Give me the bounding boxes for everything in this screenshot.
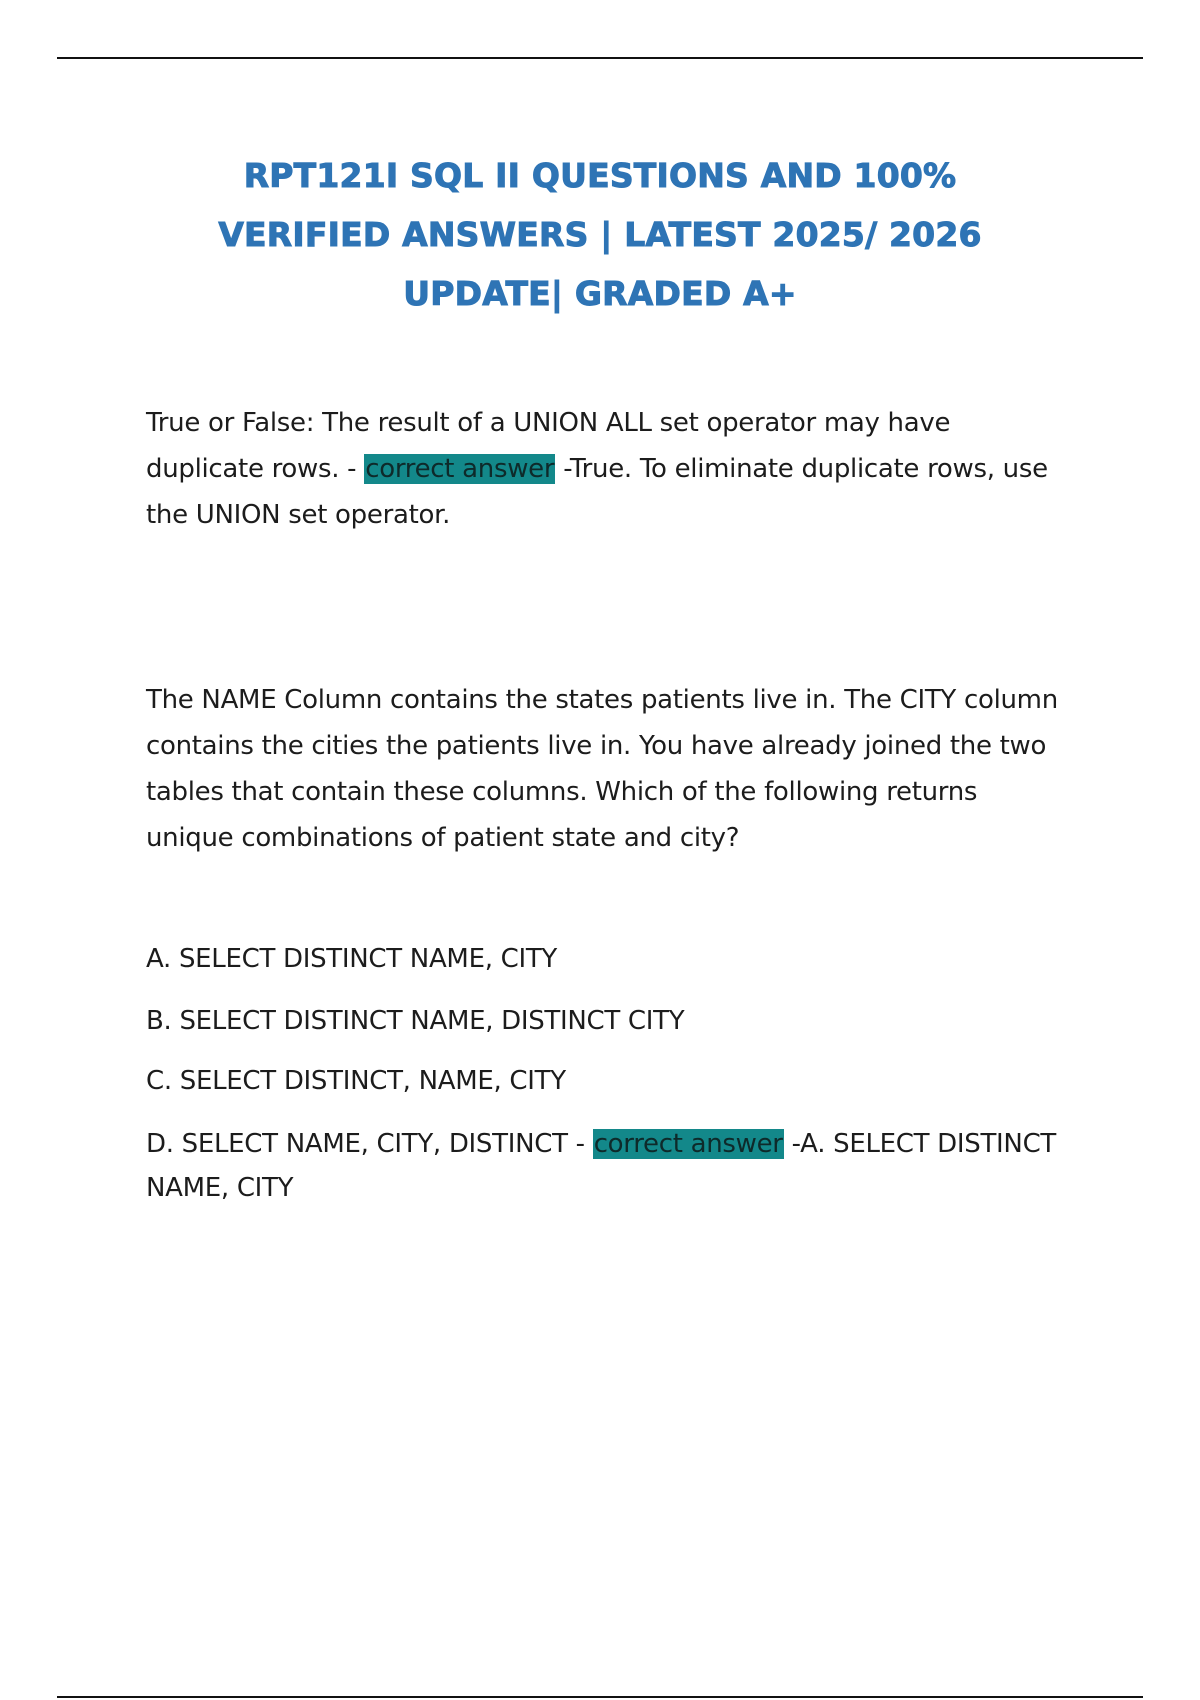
question-2-line-4: unique combinations of patient state and city?	[146, 823, 740, 853]
question-2-line-1: The NAME Column contains the states patients live in. The CITY column	[146, 685, 1058, 715]
question-1-line-3: the UNION set operator.	[146, 500, 451, 530]
title-line-2: VERIFIED ANSWERS | LATEST 2025/ 2026	[218, 215, 982, 254]
title-line-1: RPT121I SQL II QUESTIONS AND 100%	[243, 156, 957, 195]
question-1-text-before: duplicate rows. -	[146, 454, 365, 484]
option-d-text-after: -A. SELECT DISTINCT	[783, 1129, 1057, 1159]
question-2-line-2: contains the cities the patients live in. You have already joined the two	[146, 731, 1047, 761]
top-rule	[57, 57, 1143, 59]
question-1-line-2	[146, 446, 1086, 492]
correct-answer-highlight: correct answer	[365, 454, 555, 484]
question-1-line-1: True or False: The result of a UNION ALL set operator may have	[146, 408, 951, 438]
title-line-3: UPDATE| GRADED A+	[403, 274, 797, 313]
question-1	[146, 400, 1086, 538]
option-c: C. SELECT DISTINCT, NAME, CITY	[146, 1066, 566, 1096]
option-d-continuation: NAME, CITY	[146, 1173, 294, 1203]
document-title	[150, 146, 1050, 323]
option-a: A. SELECT DISTINCT NAME, CITY	[146, 944, 558, 974]
question-1-text-after: -True. To eliminate duplicate rows, use	[555, 454, 1048, 484]
option-d-text-before: D. SELECT NAME, CITY, DISTINCT -	[146, 1129, 593, 1159]
correct-answer-highlight: correct answer	[593, 1129, 783, 1159]
option-d	[146, 1122, 1106, 1210]
option-b: B. SELECT DISTINCT NAME, DISTINCT CITY	[146, 1006, 685, 1036]
question-2-line-3: tables that contain these columns. Which of the following returns	[146, 777, 978, 807]
bottom-rule	[57, 1696, 1143, 1698]
question-2	[146, 677, 1086, 861]
